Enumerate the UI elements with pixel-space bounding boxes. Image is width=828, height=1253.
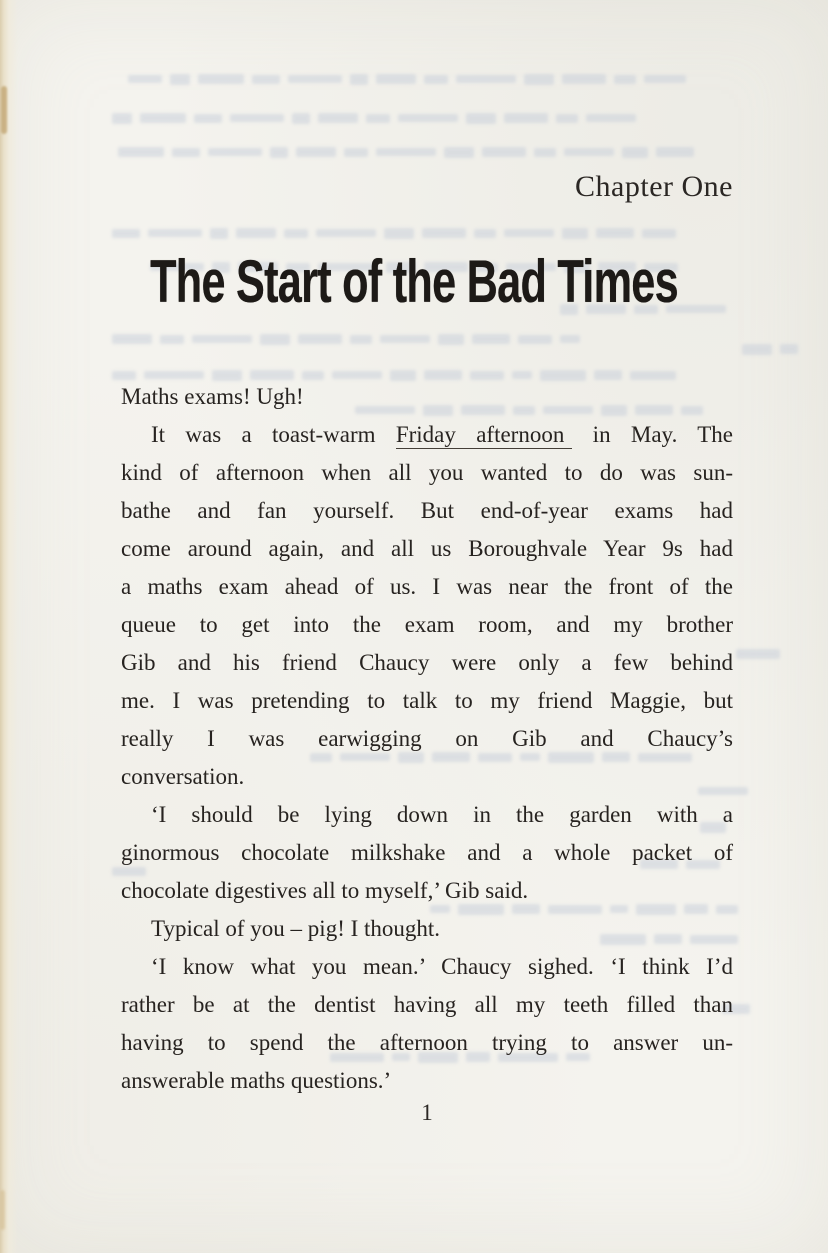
- bleed-through-word: [384, 228, 414, 239]
- text-line: kind of afternoon when all you wanted to do was sun-: [121, 460, 733, 485]
- bleed-through-word: [586, 114, 636, 122]
- bleed-through-line: [742, 340, 800, 358]
- text-line: a maths exam ahead of us. I was near the front of the: [121, 574, 733, 599]
- bleed-through-word: [736, 649, 780, 659]
- bleed-through-word: [350, 335, 372, 344]
- text-line: chocolate digestives all to myself,’ Gib said.: [121, 878, 529, 903]
- bleed-through-word: [208, 148, 262, 156]
- text-segment: It was a toast-warm: [151, 422, 396, 447]
- text-line: ‘I know what you mean.’ Chaucy sighed. ‘I think I’d: [151, 954, 733, 979]
- bleed-through-word: [112, 113, 132, 124]
- bleed-through-word: [292, 113, 310, 124]
- bleed-through-word: [504, 113, 548, 123]
- bleed-through-word: [596, 228, 634, 238]
- bleed-through-word: [422, 228, 466, 238]
- bleed-through-word: [316, 229, 376, 237]
- text-line: me. I was pretending to talk to my friend Maggie, but: [121, 688, 733, 713]
- text-line: ginormous chocolate milkshake and a whole packet of: [121, 840, 733, 865]
- chapter-title: The Start of the Bad Times: [150, 248, 678, 315]
- bleed-through-word: [644, 75, 686, 83]
- text-segment: in May. The: [572, 422, 733, 447]
- text-line: come around again, and all us Boroughvale Year 9s had: [121, 536, 733, 561]
- bleed-through-word: [236, 228, 276, 238]
- bleed-through-word: [534, 148, 556, 157]
- bleed-through-line: [118, 143, 696, 161]
- bleed-through-line: [112, 224, 700, 242]
- bleed-through-word: [614, 75, 636, 84]
- bleed-through-word: [444, 147, 474, 158]
- bleed-through-word: [376, 74, 416, 84]
- text-line: ‘I should be lying down in the garden with a: [151, 802, 733, 827]
- bleed-through-word: [376, 148, 436, 156]
- page-edge-mark: [1, 86, 7, 134]
- bleed-through-word: [270, 147, 288, 158]
- bleed-through-word: [112, 334, 152, 344]
- bleed-through-word: [742, 344, 772, 355]
- bleed-through-line: [128, 70, 688, 88]
- text-line: queue to get into the exam room, and my brother: [121, 612, 733, 637]
- bleed-through-word: [140, 113, 186, 123]
- bleed-through-word: [518, 335, 552, 344]
- bleed-through-line: [736, 645, 798, 663]
- body-text: [121, 378, 733, 1100]
- bleed-through-word: [260, 334, 290, 345]
- text-line: Gib and his friend Chaucy were only a few behind: [121, 650, 733, 675]
- bleed-through-word: [252, 75, 280, 84]
- bleed-through-word: [170, 74, 190, 85]
- bleed-through-word: [474, 229, 496, 238]
- underlined-phrase: Friday afternoon: [396, 422, 573, 449]
- bleed-through-word: [656, 147, 694, 157]
- bleed-through-word: [210, 228, 228, 239]
- bleed-through-word: [284, 229, 308, 238]
- bleed-through-word: [556, 114, 578, 123]
- bleed-through-word: [472, 334, 510, 344]
- bleed-through-word: [172, 148, 200, 157]
- bleed-through-word: [194, 114, 222, 123]
- text-line: Maths exams! Ugh!: [121, 384, 304, 409]
- bleed-through-word: [438, 334, 464, 345]
- bleed-through-word: [562, 228, 588, 239]
- page-edge-mark: [0, 1190, 5, 1230]
- bleed-through-word: [564, 148, 614, 156]
- text-line: [121, 416, 733, 454]
- bleed-through-word: [296, 147, 336, 157]
- bleed-through-word: [112, 229, 140, 238]
- bleed-through-word: [524, 74, 554, 85]
- bleed-through-word: [482, 147, 526, 157]
- bleed-through-line: [112, 330, 598, 348]
- bleed-through-word: [298, 334, 342, 344]
- bleed-through-word: [230, 114, 284, 122]
- bleed-through-word: [288, 75, 342, 83]
- text-line: conversation.: [121, 764, 245, 789]
- bleed-through-word: [118, 147, 164, 157]
- bleed-through-word: [128, 75, 162, 83]
- text-line: really I was earwigging on Gib and Chaucy’s: [121, 726, 733, 751]
- bleed-through-word: [622, 147, 648, 158]
- chapter-heading: Chapter One: [575, 170, 733, 203]
- text-line: rather be at the dentist having all my teeth filled than: [121, 992, 733, 1017]
- page-edge-shadow: [0, 0, 18, 1253]
- text-line: answerable maths questions.’: [121, 1068, 392, 1093]
- text-line: having to spend the afternoon trying to answer un-: [121, 1030, 733, 1055]
- bleed-through-word: [344, 148, 368, 157]
- bleed-through-word: [398, 114, 458, 122]
- bleed-through-word: [504, 229, 554, 237]
- bleed-through-word: [380, 335, 430, 343]
- bleed-through-word: [366, 114, 390, 123]
- bleed-through-word: [560, 335, 580, 343]
- bleed-through-word: [466, 113, 496, 124]
- bleed-through-word: [192, 335, 252, 343]
- bleed-through-word: [350, 74, 368, 85]
- text-line: Typical of you – pig! I thought.: [151, 916, 441, 941]
- bleed-through-word: [424, 75, 448, 84]
- page-number: 1: [421, 1100, 433, 1125]
- bleed-through-word: [456, 75, 516, 83]
- bleed-through-word: [780, 344, 798, 354]
- bleed-through-word: [148, 229, 202, 237]
- text-line: bathe and fan yourself. But end-of-year exams had: [121, 498, 733, 523]
- bleed-through-word: [642, 229, 676, 238]
- bleed-through-word: [198, 74, 244, 84]
- bleed-through-word: [562, 74, 606, 84]
- bleed-through-line: [112, 109, 657, 127]
- bleed-through-word: [318, 113, 358, 123]
- bleed-through-word: [160, 335, 184, 344]
